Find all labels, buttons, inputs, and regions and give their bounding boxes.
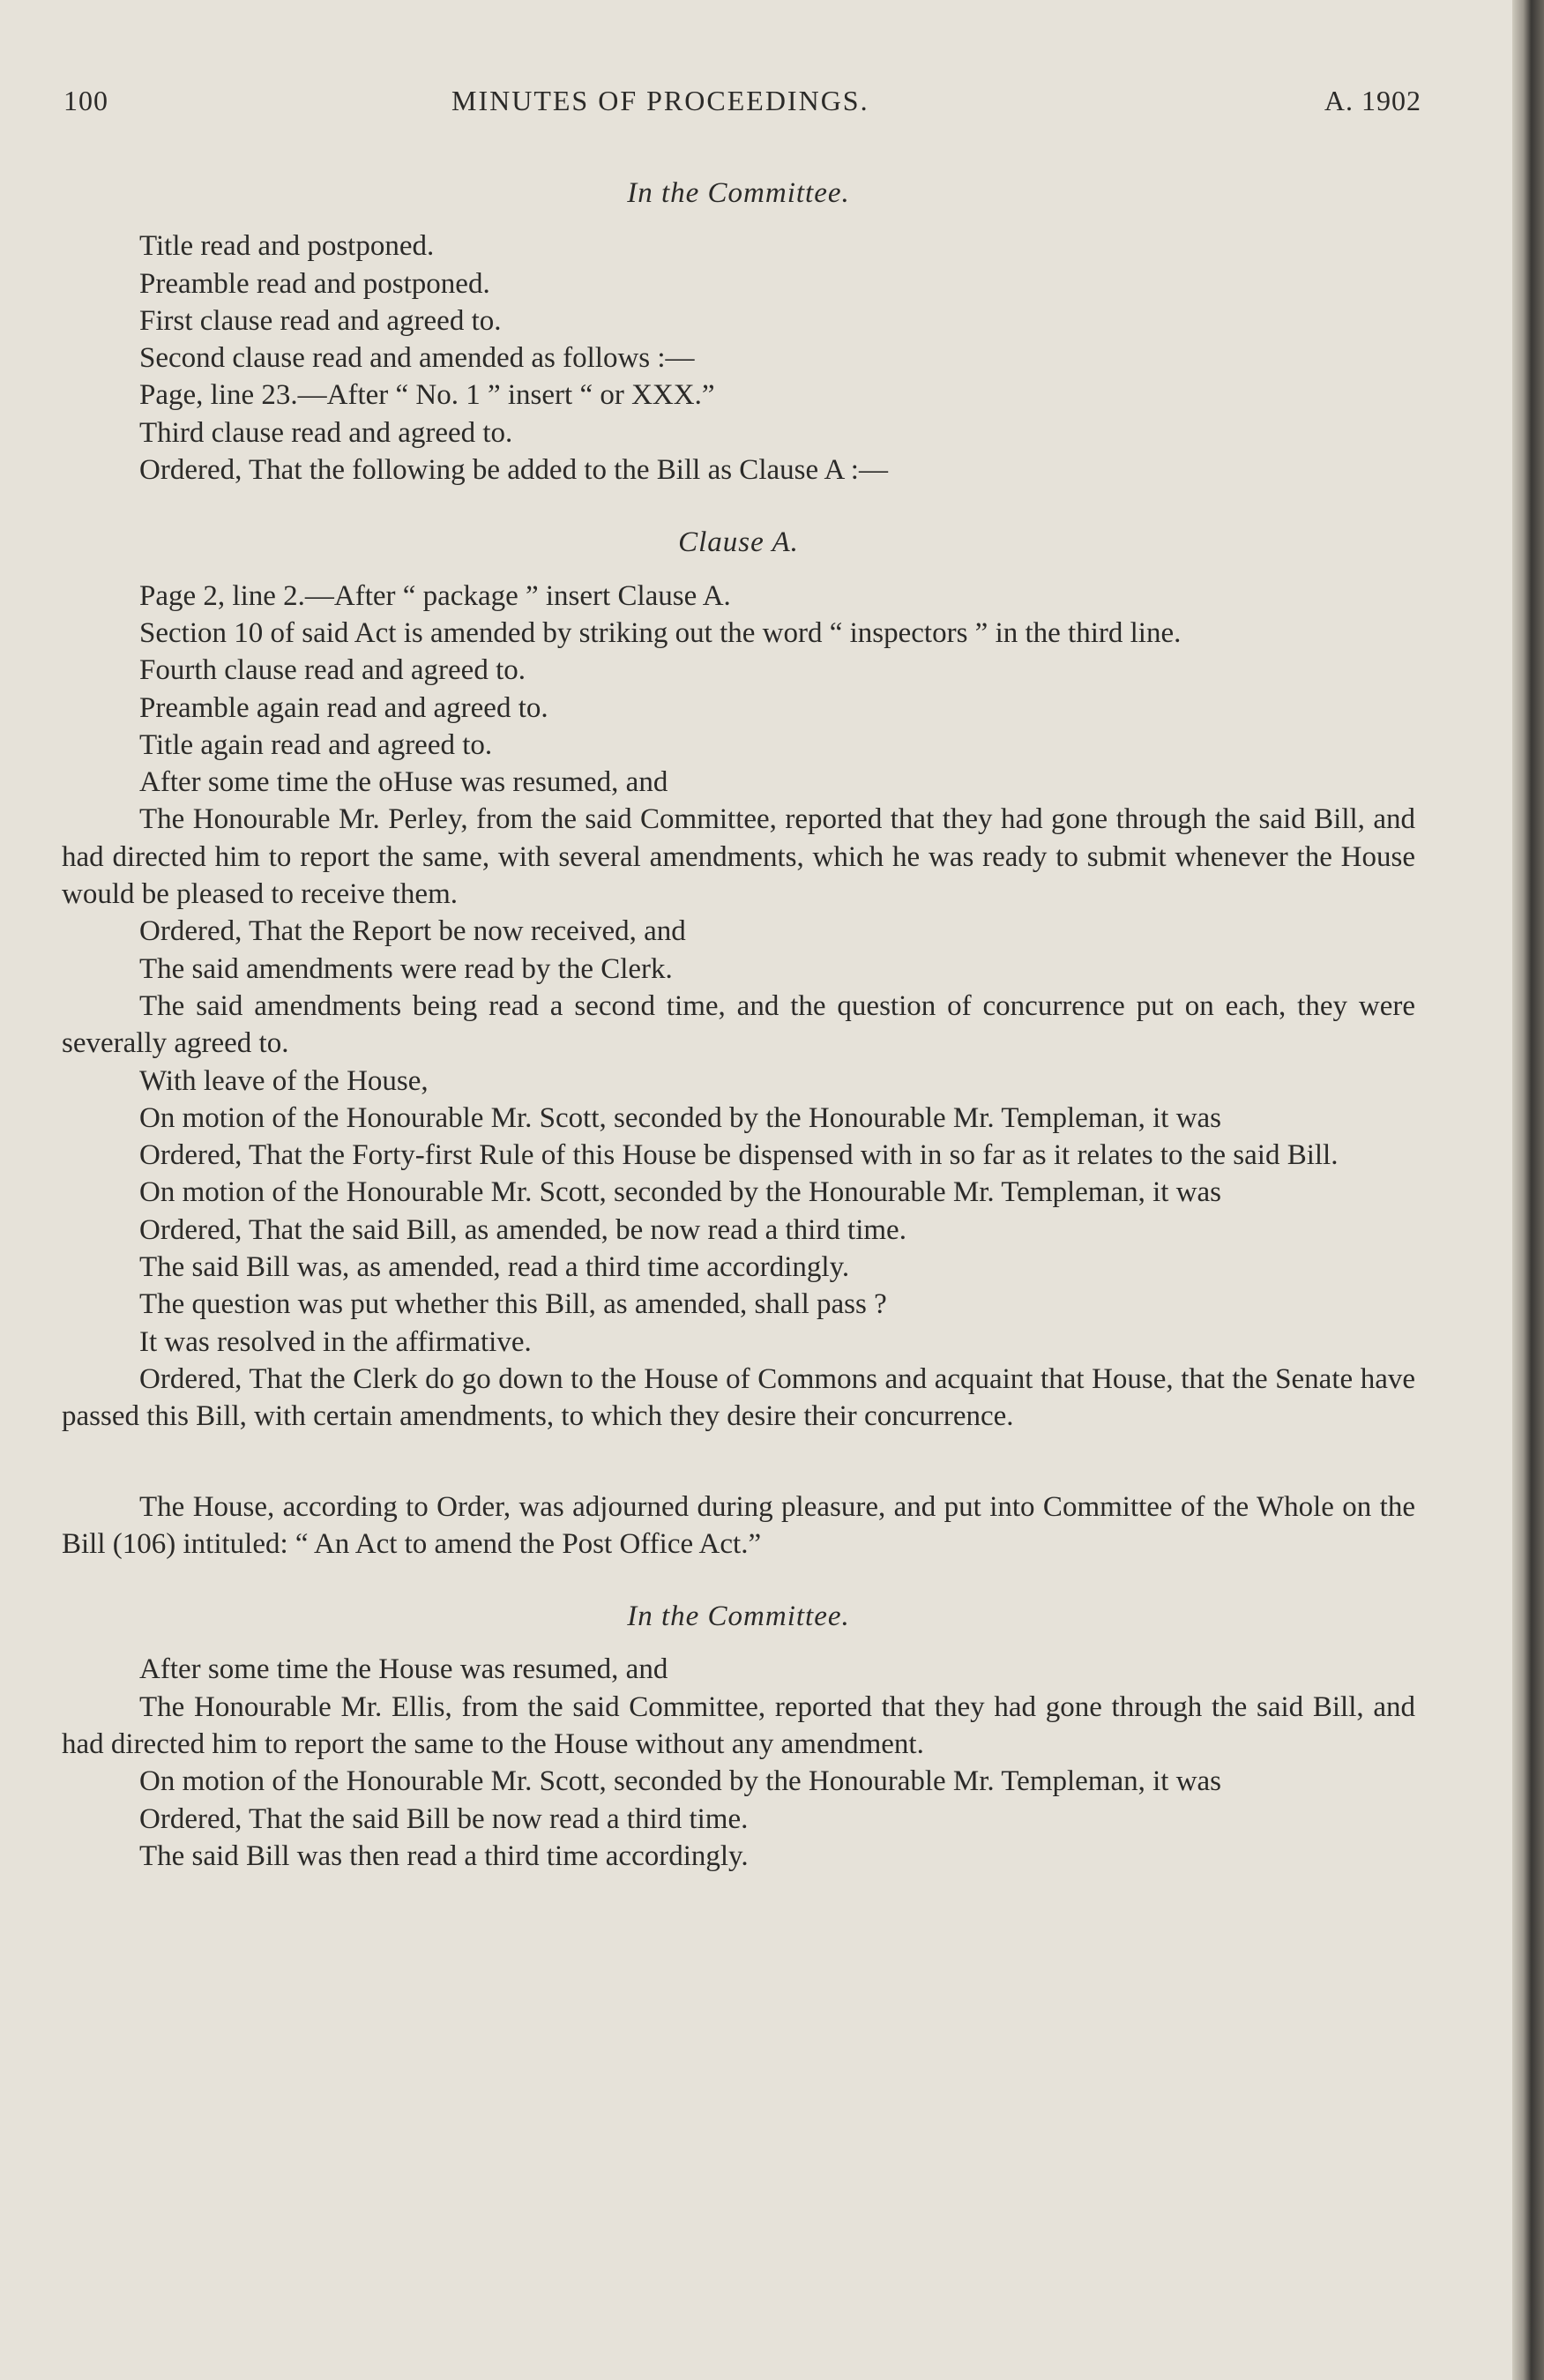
clause-a-proceedings [62,578,1415,1436]
post-office-committee-proceedings [62,1651,1415,1875]
book-spine-shadow [1512,0,1544,2380]
section-heading-committee: In the Committee. [627,177,850,209]
paragraph: With leave of the House, [139,1064,429,1097]
paragraph: First clause read and agreed to. [139,304,502,337]
paragraph: The Honourable Mr. Perley, from the said Committee, reported that they had gone through the said Bill, and had directed him to report the same, with several amendments, which he was ready to submit whenever the House would be pleased to receive them. [62,803,1415,911]
section-heading-committee-2: In the Committee. [627,1600,850,1633]
paragraph: Page, line 23.—After “ No. 1 ” insert “ or XXX.” [139,379,715,412]
post-office-bill-intro: The House, according to Order, was adjourned during pleasure, and put into Committee of the Whole on the Bill (106) intituled: “ An Act to amend the Post Office Act.” [62,1490,1415,1560]
paragraph: Title read and postponed. [139,230,435,263]
paragraph: On motion of the Honourable Mr. Scott, seconded by the Honourable Mr. Templeman, it was [139,1176,1222,1209]
paragraph: After some time the House was resumed, and [139,1653,668,1686]
session-year: A. 1902 [1324,85,1421,116]
paragraph: Ordered, That the Forty-first Rule of this House be dispensed with in so far as it relates to the said Bill. [139,1139,1339,1172]
committee-proceedings [62,228,1415,489]
paragraph: Ordered, That the Report be now received, and [139,915,686,948]
paragraph: After some time the oHuse was resumed, and [139,766,668,799]
paragraph: It was resolved in the affirmative. [139,1325,532,1358]
paragraph: The said Bill was, as amended, read a third time accordingly. [139,1251,850,1284]
paragraph: The question was put whether this Bill, as amended, shall pass ? [139,1288,887,1321]
paragraph: On motion of the Honourable Mr. Scott, seconded by the Honourable Mr. Templeman, it was [139,1101,1222,1134]
paragraph: Ordered, That the said Bill be now read a third time. [139,1802,749,1835]
running-header [63,85,1421,129]
paragraph: Second clause read and amended as follows :— [139,342,695,375]
section-heading-clause-a: Clause A. [678,526,799,559]
paragraph: Ordered, That the said Bill, as amended, be now read a third time. [139,1213,906,1246]
paragraph: Preamble read and postponed. [139,267,490,300]
paragraph: Ordered, That the Clerk do go down to the House of Commons and acquaint that House, that the Senate have passed this Bill, with certain amendments, to which they desire their concurrence. [62,1362,1415,1433]
paragraph: Ordered, That the following be added to the Bill as Clause A :— [139,454,888,487]
paragraph: The said Bill was then read a third time accordingly. [139,1839,749,1872]
paragraph: Preamble again read and agreed to. [139,691,548,724]
paragraph: Page 2, line 2.—After “ package ” insert Clause A. [139,579,731,612]
paragraph: The Honourable Mr. Ellis, from the said Committee, reported that they had gone through the said Bill, and had directed him to report the same to the House without any amendment. [62,1690,1415,1760]
page-title: MINUTES OF PROCEEDINGS. [451,85,869,116]
paragraph: Section 10 of said Act is amended by striking out the word “ inspectors ” in the third line. [139,616,1182,649]
paragraph: Title again read and agreed to. [139,728,493,761]
paragraph: Fourth clause read and agreed to. [139,654,526,687]
paragraph: Third clause read and agreed to. [139,416,513,449]
document-body [62,175,1415,1875]
paragraph: The said amendments were read by the Clerk. [139,952,673,985]
paragraph: The said amendments being read a second time, and the question of concurrence put on each, they were severally agreed to. [62,989,1415,1060]
page-number: 100 [63,85,108,116]
paragraph: On motion of the Honourable Mr. Scott, seconded by the Honourable Mr. Templeman, it was [139,1765,1222,1798]
